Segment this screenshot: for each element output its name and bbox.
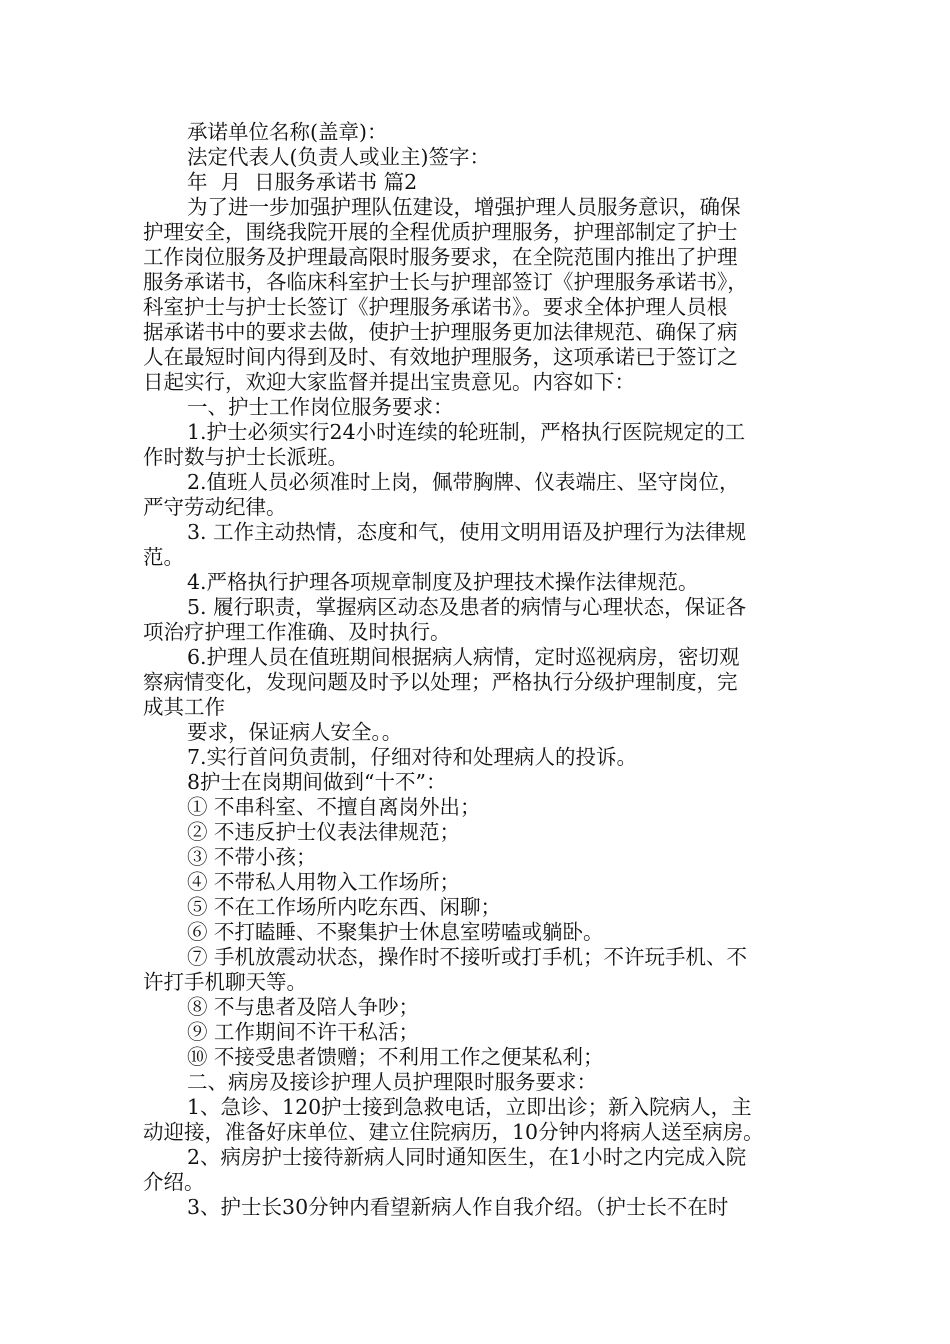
- text-line: ① 不串科室、不擅自离岗外出；: [187, 795, 481, 819]
- text-line: 护理安全，围绕我院开展的全程优质护理服务，护理部制定了护士: [143, 220, 738, 244]
- text-line: 7.实行首问负责制，仔细对待和处理病人的投诉。: [187, 745, 638, 769]
- text-line: 动迎接，准备好床单位、建立住院病历，10分钟内将病人送至病房。: [143, 1120, 764, 1144]
- text-line: 工作岗位服务及护理最高限时服务要求，在全院范围内推出了护理: [143, 245, 738, 269]
- text-line: 服务承诺书，各临床科室护士长与护理部签订《护理服务承诺书》，: [143, 270, 748, 294]
- text-line: 3、护士长30分钟内看望新病人作自我介绍。（护士长不在时: [187, 1195, 729, 1219]
- text-line: 许打手机聊天等。: [143, 970, 307, 994]
- text-line: ④ 不带私人用物入工作场所；: [187, 870, 461, 894]
- text-line: 2.值班人员必须准时上岗，佩带胸牌、仪表端庄、坚守岗位，: [187, 470, 740, 494]
- text-line: ⑧ 不与患者及陪人争吵；: [187, 995, 420, 1019]
- text-line: 2、病房护士接待新病人同时通知医生，在1小时之内完成入院: [187, 1145, 747, 1169]
- text-line: 为了进一步加强护理队伍建设，增强护理人员服务意识，确保: [187, 195, 741, 219]
- text-line: ⑩ 不接受患者馈赠；不利用工作之便某私利；: [187, 1045, 604, 1069]
- text-line: 承诺单位名称(盖章)：: [187, 120, 388, 144]
- text-line: 作时数与护士长派班。: [143, 445, 348, 469]
- text-line: ⑤ 不在工作场所内吃东西、闲聊；: [187, 895, 502, 919]
- text-line: 1.护士必须实行24小时连续的轮班制，严格执行医院规定的工: [187, 420, 746, 444]
- document-body: [143, 120, 823, 1220]
- text-line: 项治疗护理工作准确、及时执行。: [143, 620, 451, 644]
- text-line: 察病情变化，发现问题及时予以处理；严格执行分级护理制度，完: [143, 670, 738, 694]
- text-line: 3. 工作主动热情，态度和气，使用文明用语及护理行为法律规: [187, 520, 747, 544]
- text-line: 要求，保证病人安全。。: [187, 720, 403, 744]
- text-line: 6.护理人员在值班期间根据病人病情，定时巡视病房，密切观: [187, 645, 740, 669]
- text-line: ⑨ 工作期间不许干私活；: [187, 1020, 420, 1044]
- text-line: 据承诺书中的要求去做，使护士护理服务更加法律规范、确保了病: [143, 320, 738, 344]
- text-line: 日起实行，欢迎大家监督并提出宝贵意见。内容如下：: [143, 370, 635, 394]
- text-line: 二、病房及接诊护理人员护理限时服务要求：: [187, 1070, 597, 1094]
- text-line: ⑥ 不打瞌睡、不聚集护士休息室唠嗑或躺卧。: [187, 920, 604, 944]
- text-line: 人在最短时间内得到及时、有效地护理服务，这项承诺已于签订之: [143, 345, 738, 369]
- text-line: 范。: [143, 545, 184, 569]
- text-line: ③ 不带小孩；: [187, 845, 317, 869]
- text-line: 年 月 日服务承诺书 篇2: [187, 170, 418, 194]
- text-line: 介绍。: [143, 1170, 205, 1194]
- text-line: 成其工作: [143, 695, 225, 719]
- text-line: 法定代表人(负责人或业主)签字：: [187, 145, 490, 169]
- text-line: 科室护士与护士长签订《护理服务承诺书》。要求全体护理人员根: [143, 295, 728, 319]
- text-line: 一、护士工作岗位服务要求：: [187, 395, 454, 419]
- text-line: 4.严格执行护理各项规章制度及护理技术操作法律规范。: [187, 570, 699, 594]
- text-line: 8护士在岗期间做到“十不”：: [187, 770, 447, 794]
- text-line: ⑦ 手机放震动状态，操作时不接听或打手机；不许玩手机、不: [187, 945, 748, 969]
- text-line: ② 不违反护士仪表法律规范；: [187, 820, 461, 844]
- text-line: 严守劳动纪律。: [143, 495, 287, 519]
- text-line: 5. 履行职责，掌握病区动态及患者的病情与心理状态，保证各: [187, 595, 747, 619]
- text-line: 1、急诊、120护士接到急救电话，立即出诊；新入院病人，主: [187, 1095, 752, 1119]
